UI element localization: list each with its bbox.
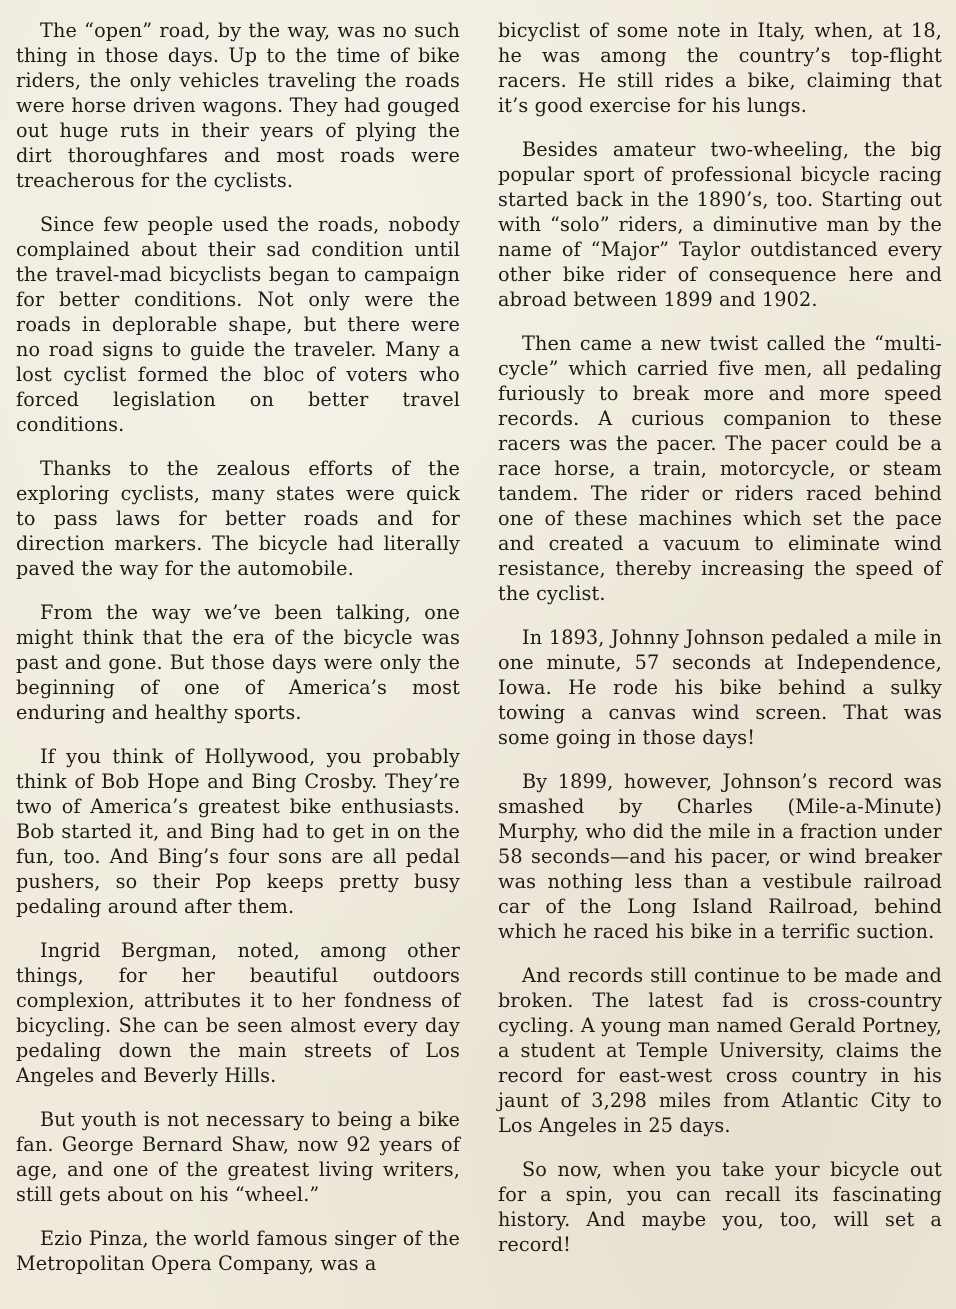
paragraph-professional-racing: Besides amateur two-wheeling, the big popular sport of professional bicycle racing started back in the 1890’s, too. Starting out with “solo” riders, a diminutive man by the name of “Major” Taylor outdistanced every other bike rider of consequence here and abroad between 1899 and 1902. [498, 138, 942, 311]
paragraph-hollywood: If you think of Hollywood, you probably think of Bob Hope and Bing Crosby. They’re two of America’s greatest bike enthusiasts. Bob started it, and Bing had to get in on the fun, too. And Bing’s four sons are all pedal pushers, so their Pop keeps pretty busy pedaling around after them. [16, 745, 460, 918]
paragraph-ingrid-bergman: Ingrid Bergman, noted, among other things, for her beautiful outdoors complexion, attributes it to her fondness of bicycling. She can be seen almost every day pedaling down the main streets of Los Angeles and Beverly Hills. [16, 939, 460, 1087]
right-column [498, 18, 942, 1299]
paragraph-johnny-johnson: In 1893, Johnny Johnson pedaled a mile in one minute, 57 seconds at Independence, Iowa. He rode his bike behind a sulky towing a canvas wind screen. That was some going in those days! [498, 626, 942, 749]
paragraph-better-roads: Thanks to the zealous efforts of the exploring cyclists, many states were quick to pass laws for better roads and for direction markers. The bicycle had literally paved the way for the automobile. [16, 457, 460, 580]
paragraph-enduring-sport: From the way we’ve been talking, one might think that the era of the bicycle was past and gone. But those days were only the beginning of one of America’s most enduring and healthy sports. [16, 601, 460, 724]
paragraph-george-bernard-shaw: But youth is not necessary to being a bike fan. George Bernard Shaw, now 92 years of age, and one of the greatest living writers, still gets about on his “wheel.” [16, 1108, 460, 1206]
paragraph-ezio-pinza: Ezio Pinza, the world famous singer of the Metropolitan Opera Company, was a [16, 1227, 460, 1275]
left-column [16, 18, 460, 1299]
paragraph-cross-country: And records still continue to be made and broken. The latest fad is cross-country cycling. A young man named Gerald Portney, a student at Temple University, claims the record for east-west cross country in his jaunt of 3,298 miles from Atlantic City to Los Angeles in 25 days. [498, 964, 942, 1137]
paragraph-open-road: The “open” road, by the way, was no such thing in those days. Up to the time of bike riders, the only vehicles traveling the roads were horse driven wagons. They had gouged out huge ruts in their years of plying the dirt thoroughfares and most roads were treacherous for the cyclists. [16, 19, 460, 192]
paragraph-charles-murphy: By 1899, however, Johnson’s record was smashed by Charles (Mile-a-Minute) Murphy, who did the mile in a fraction under 58 seconds—and his pacer, or wind breaker was nothing less than a vestibule railroad car of the Long Island Railroad, behind which he raced his bike in a terrific suction. [498, 770, 942, 943]
paragraph-road-conditions: Since few people used the roads, nobody complained about their sad condition until the travel-mad bicyclists began to campaign for better conditions. Not only were the roads in deplorable shape, but there were no road signs to guide the traveler. Many a lost cyclist formed the bloc of voters who forced legislation on better travel conditions. [16, 213, 460, 436]
paragraph-conclusion: So now, when you take your bicycle out for a spin, you can recall its fascinating history. And maybe you, too, will set a record! [498, 1158, 942, 1256]
paragraph-pinza-continued: bicyclist of some note in Italy, when, at 18, he was among the country’s top-flight racers. He still rides a bike, claiming that it’s good exercise for his lungs. [498, 19, 942, 117]
paragraph-multi-cycle: Then came a new twist called the “multi-cycle” which carried five men, all pedaling furiously to break more and more speed records. A curious companion to these racers was the pacer. The pacer could be a race horse, a train, motorcycle, or steam tandem. The rider or riders raced behind one of these machines which set the pace and created a vacuum to eliminate wind resistance, thereby increasing the speed of the cyclist. [498, 332, 942, 605]
